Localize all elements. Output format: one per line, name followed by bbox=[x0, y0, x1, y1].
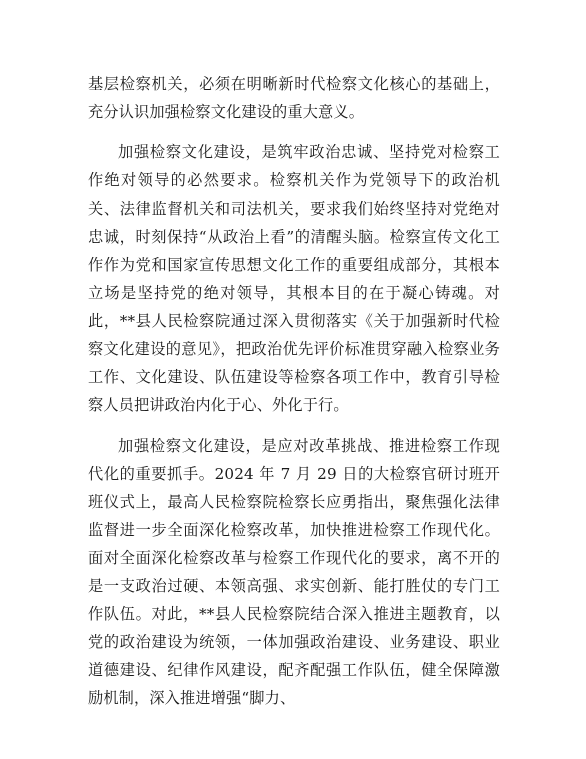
paragraph-continuation: 基层检察机关，必须在明晰新时代检察文化核心的基础上，充分认识加强检察文化建设的重大意义。 bbox=[88, 75, 500, 122]
paragraph-political-loyalty: 加强检察文化建设，是筑牢政治忠诚、坚持党对检察工作绝对领导的必然要求。检察机关作为党领导下的政治机关、法律监督机关和司法机关，要求我们始终坚持对党绝对忠诚，时刻保持“从政治上看”的清醒头脑。检察宣传文化工作作为党和国家宣传思想文化工作的重要组成部分，其根本立场是坚持党的绝对领导，其根本目的在于凝心铸魂。对此，**县人民检察院通过深入贯彻落实《关于加强新时代检察文化建设的意见》，把政治优先评价标准贯穿融入检察业务工作、文化建设、队伍建设等检察各项工作中，教育引导检察人员把讲政治内化于心、外化于行。 bbox=[88, 143, 500, 415]
paragraph-reform-challenges: 加强检察文化建设，是应对改革挑战、推进检察工作现代化的重要抓手。2024 年 7 月 29 日的大检察官研讨班开班仪式上，最高人民检察院检察长应勇指出，聚焦强化法律监督进一步全面深化检察改革，加快推进检察工作现代化。面对全面深化检察改革与检察工作现代化的要求，离不开的是一支政治过硬、本领高强、求实创新、能打胜仗的专门工作队伍。对此，**县人民检察院结合深入推进主题教育，以党的政治建设为统领，一体加强政治建设、业务建设、职业道德建设、纪律作风建设，配齐配强工作队伍，健全保障激励机制，深入推进增强“脚力、 bbox=[88, 436, 500, 708]
document-body bbox=[88, 70, 500, 712]
